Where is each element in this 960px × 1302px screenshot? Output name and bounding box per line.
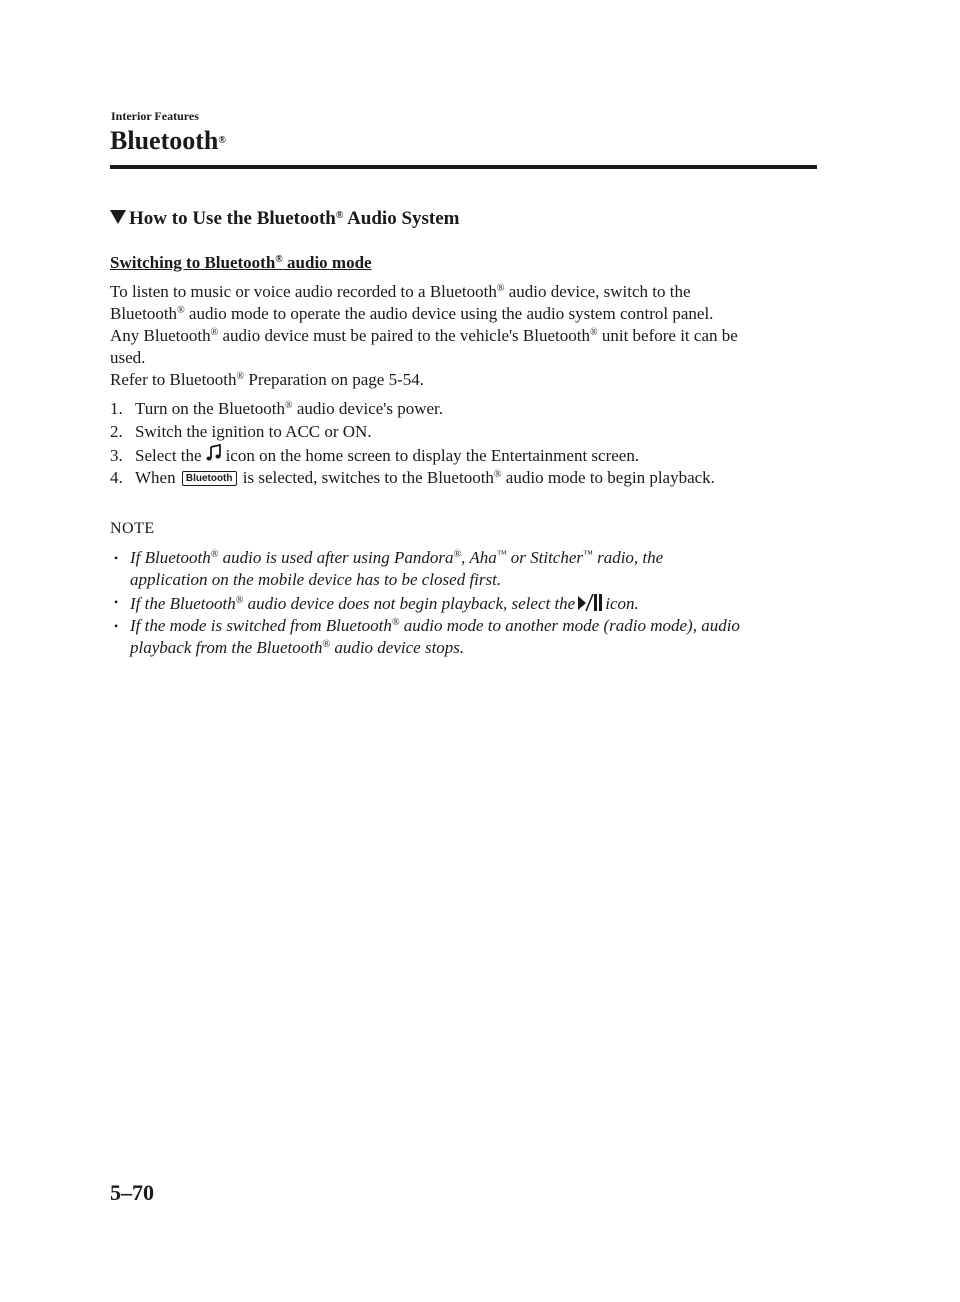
step-4: 4. When Bluetooth is selected, switches to the Bluetooth® audio mode to begin playback. xyxy=(110,468,715,487)
steps-list xyxy=(110,397,715,489)
note-label: NOTE xyxy=(110,520,155,537)
play-pause-icon xyxy=(575,591,605,613)
chapter-divider xyxy=(110,165,817,169)
step-2: 2. Switch the ignition to ACC or ON. xyxy=(110,422,372,441)
bluetooth-tab-icon: Bluetooth xyxy=(182,471,237,486)
note-item-3: • If the mode is switched from Bluetooth® audio mode to another mode (radio mode), audio playback from the Bluetooth® audio device stops. xyxy=(114,616,740,657)
subheading: Switching to Bluetooth® audio mode xyxy=(110,253,372,272)
page-number: 5–70 xyxy=(110,1180,154,1205)
step-3: 3. Select the icon on the home screen to display the Entertainment screen. xyxy=(110,443,715,466)
music-note-icon xyxy=(204,443,224,463)
notes-list xyxy=(110,547,740,659)
triangle-down-icon xyxy=(110,210,126,224)
section-heading: How to Use the Bluetooth® Audio System xyxy=(110,208,460,230)
note-item-1: • If Bluetooth® audio is used after using Pandora®, Aha™ or Stitcher™ radio, the application on the mobile device has to be closed first. xyxy=(114,548,664,589)
section-label: Interior Features xyxy=(111,109,199,123)
note-item-2: • If the Bluetooth® audio device does not begin playback, select the icon. xyxy=(110,591,740,615)
intro-paragraph: To listen to music or voice audio recorded to a Bluetooth® audio device, switch to the Bluetooth® audio mode to operate the audio device using the audio system control panel. Any Bluetooth® audio device must be paired to the vehicle's Bluetooth® unit before it can be used. Refer to Bluetooth® Preparation on page 5-54. xyxy=(110,282,738,389)
chapter-title: Bluetooth® xyxy=(110,126,226,155)
step-1: 1. Turn on the Bluetooth® audio device's power. xyxy=(110,399,443,418)
